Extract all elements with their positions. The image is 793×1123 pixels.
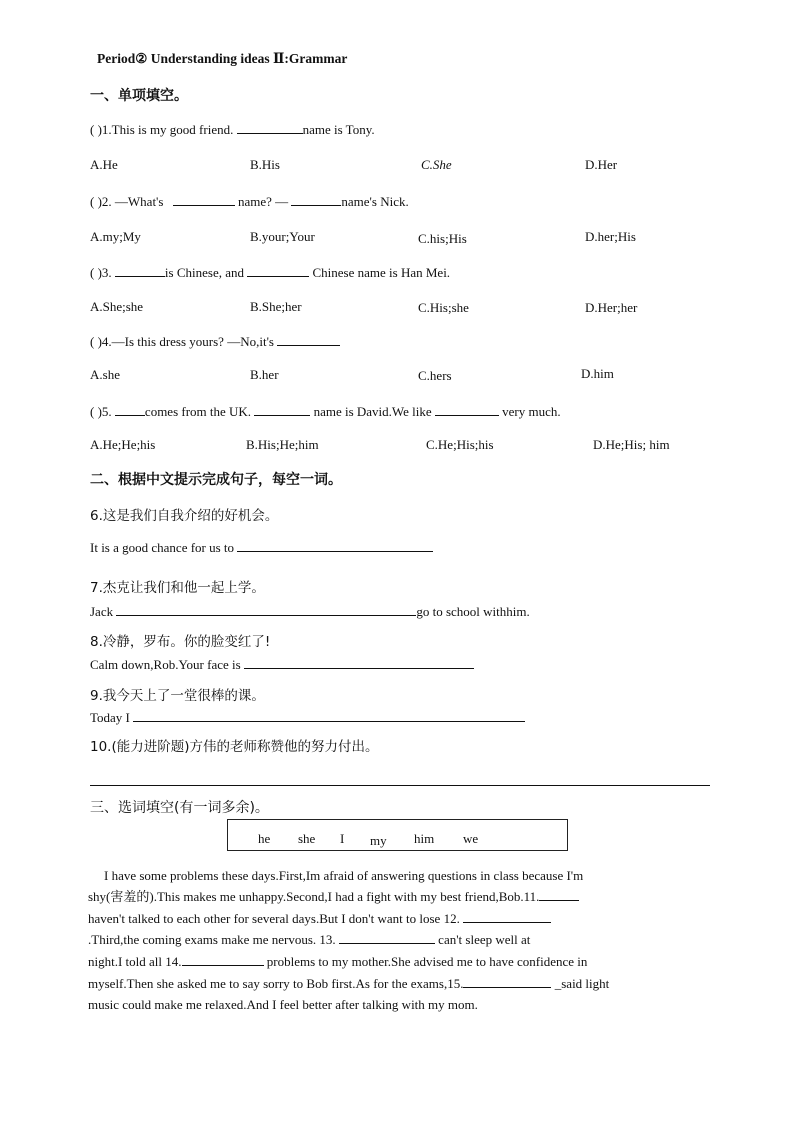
option-a: A.He [90,157,118,172]
item-6-prompt: It is a good chance for us to [90,540,235,555]
answer-blank[interactable] [115,404,145,416]
item-10-chinese: 10.(能力进阶题)方伟的老师称赞他的努力付出。 [90,739,379,755]
item-6-chinese: 6.这是我们自我介绍的好机会。 [90,508,279,524]
question-5-stem-mid: comes from the UK. [144,404,252,419]
option-c: C.hers [418,368,452,383]
question-4-stem: ( )4.—Is this dress yours? —No,it's [90,334,274,349]
answer-blank[interactable] [237,540,433,552]
question-3-stem-mid: is Chinese, and [164,265,244,280]
question-3-stem-end: Chinese name is Han Mei. [312,265,451,280]
item-8-english [90,657,474,673]
answer-blank-13[interactable] [339,932,435,944]
word-bank-item: my [370,833,387,848]
passage-line-3 [88,908,710,929]
word-bank-item: she [298,831,316,846]
option-b: B.His [250,157,280,172]
word-bank-item: him [414,831,435,846]
item-7-chinese: 7.杰克让我们和他一起上学。 [90,580,265,596]
question-5-stem-mid2: name is David.We like [313,404,432,419]
item-7-prompt: Jack [90,604,114,619]
passage-text: problems to my mother.She advised me to have confidence in [266,954,588,969]
question-5-stem: ( )5. [90,404,112,419]
option-a: A.She;she [90,299,144,314]
item-7-english [90,604,530,620]
question-2-stem-end: name's Nick. [341,194,409,209]
answer-blank[interactable] [173,194,235,206]
passage-text: haven't talked to each other for several days.But I don't want to lose 12. [88,911,460,926]
answer-blank[interactable] [116,604,416,616]
item-8-chinese: 8.冷静，罗布。你的脸变红了! [90,634,271,650]
answer-blank[interactable] [247,265,309,277]
option-c: C.his;His [418,231,467,246]
question-5-stem-end: very much. [502,404,561,419]
item-9-chinese: 9.我今天上了一堂很棒的课。 [90,688,265,704]
item-8-prompt: Calm down,Rob.Your face is [90,657,241,672]
passage-line-5 [88,951,710,972]
answer-blank[interactable] [115,265,165,277]
word-bank [227,819,568,851]
option-d: D.He;His; him [593,437,670,452]
answer-blank[interactable] [435,404,499,416]
section-1-heading: 一、单项填空。 [90,88,188,104]
passage-line-7: music could make me relaxed.And I feel better after talking with my mom. [88,997,478,1012]
answer-blank[interactable] [237,122,303,134]
passage-line-6 [88,973,710,994]
passage-line-4 [88,929,710,950]
item-9-prompt: Today I [90,710,130,725]
option-c: C.His;she [418,300,469,315]
word-bank-item: I [340,831,345,846]
option-d: D.Her [585,157,618,172]
option-d: D.her;His [585,229,636,244]
passage-text: night.I told all 14. [88,954,182,969]
question-2 [90,194,409,210]
passage-line-2 [88,886,710,907]
item-9-english [90,710,525,726]
question-1 [90,122,375,138]
answer-blank[interactable] [277,334,340,346]
question-2-stem: ( )2. —What's [90,194,164,209]
answer-blank[interactable] [254,404,310,416]
option-b: B.She;her [250,299,302,314]
word-bank-item: he [258,831,271,846]
question-3 [90,265,450,281]
passage-text: shy(害羞的).This makes me unhappy.Second,I had a fight with my best friend,Bob.11. [88,889,540,904]
word-bank-item: we [463,831,479,846]
question-2-stem-mid: name? — [237,194,289,209]
option-b: B.her [250,367,279,382]
question-1-stem: ( )1.This is my good friend. [90,122,234,137]
option-a: A.my;My [90,229,141,244]
option-a: A.He;He;his [90,437,156,452]
option-c: C.He;His;his [426,437,494,452]
passage-line-1: I have some problems these days.First,Im afraid of answering questions in class because I'm [104,868,584,883]
option-a: A.she [90,367,120,382]
answer-blank-14[interactable] [182,954,264,966]
answer-blank[interactable] [133,710,525,722]
option-c: C.She [421,157,452,172]
item-6-english [90,540,433,556]
option-d: D.Her;her [585,300,638,315]
question-4 [90,334,340,350]
answer-blank-11[interactable] [539,889,579,901]
question-5 [90,404,561,420]
answer-blank-15[interactable] [463,976,551,988]
section-3-heading: 三、选词填空(有一词多余)。 [90,800,269,816]
passage-text: can't sleep well at [438,932,531,947]
option-b: B.your;Your [250,229,315,244]
option-b: B.His;He;him [246,437,319,452]
answer-blank-12[interactable] [463,911,551,923]
page-title: Period② Understanding ideas Ⅱ:Grammar [97,51,348,66]
passage-text: .Third,the coming exams make me nervous. 13. [88,932,336,947]
question-1-stem-end: name is Tony. [302,122,375,137]
passage-text: _said light [554,976,610,991]
answer-line[interactable] [90,785,710,786]
answer-blank[interactable] [244,657,474,669]
question-3-stem: ( )3. [90,265,112,280]
section-2-heading: 二、根据中文提示完成句子，每空一词。 [90,472,342,488]
item-7-end: go to school withhim. [416,604,530,619]
answer-blank[interactable] [291,194,341,206]
option-d: D.him [581,366,614,381]
passage-text: myself.Then she asked me to say sorry to Bob first.As for the exams,15. [88,976,464,991]
